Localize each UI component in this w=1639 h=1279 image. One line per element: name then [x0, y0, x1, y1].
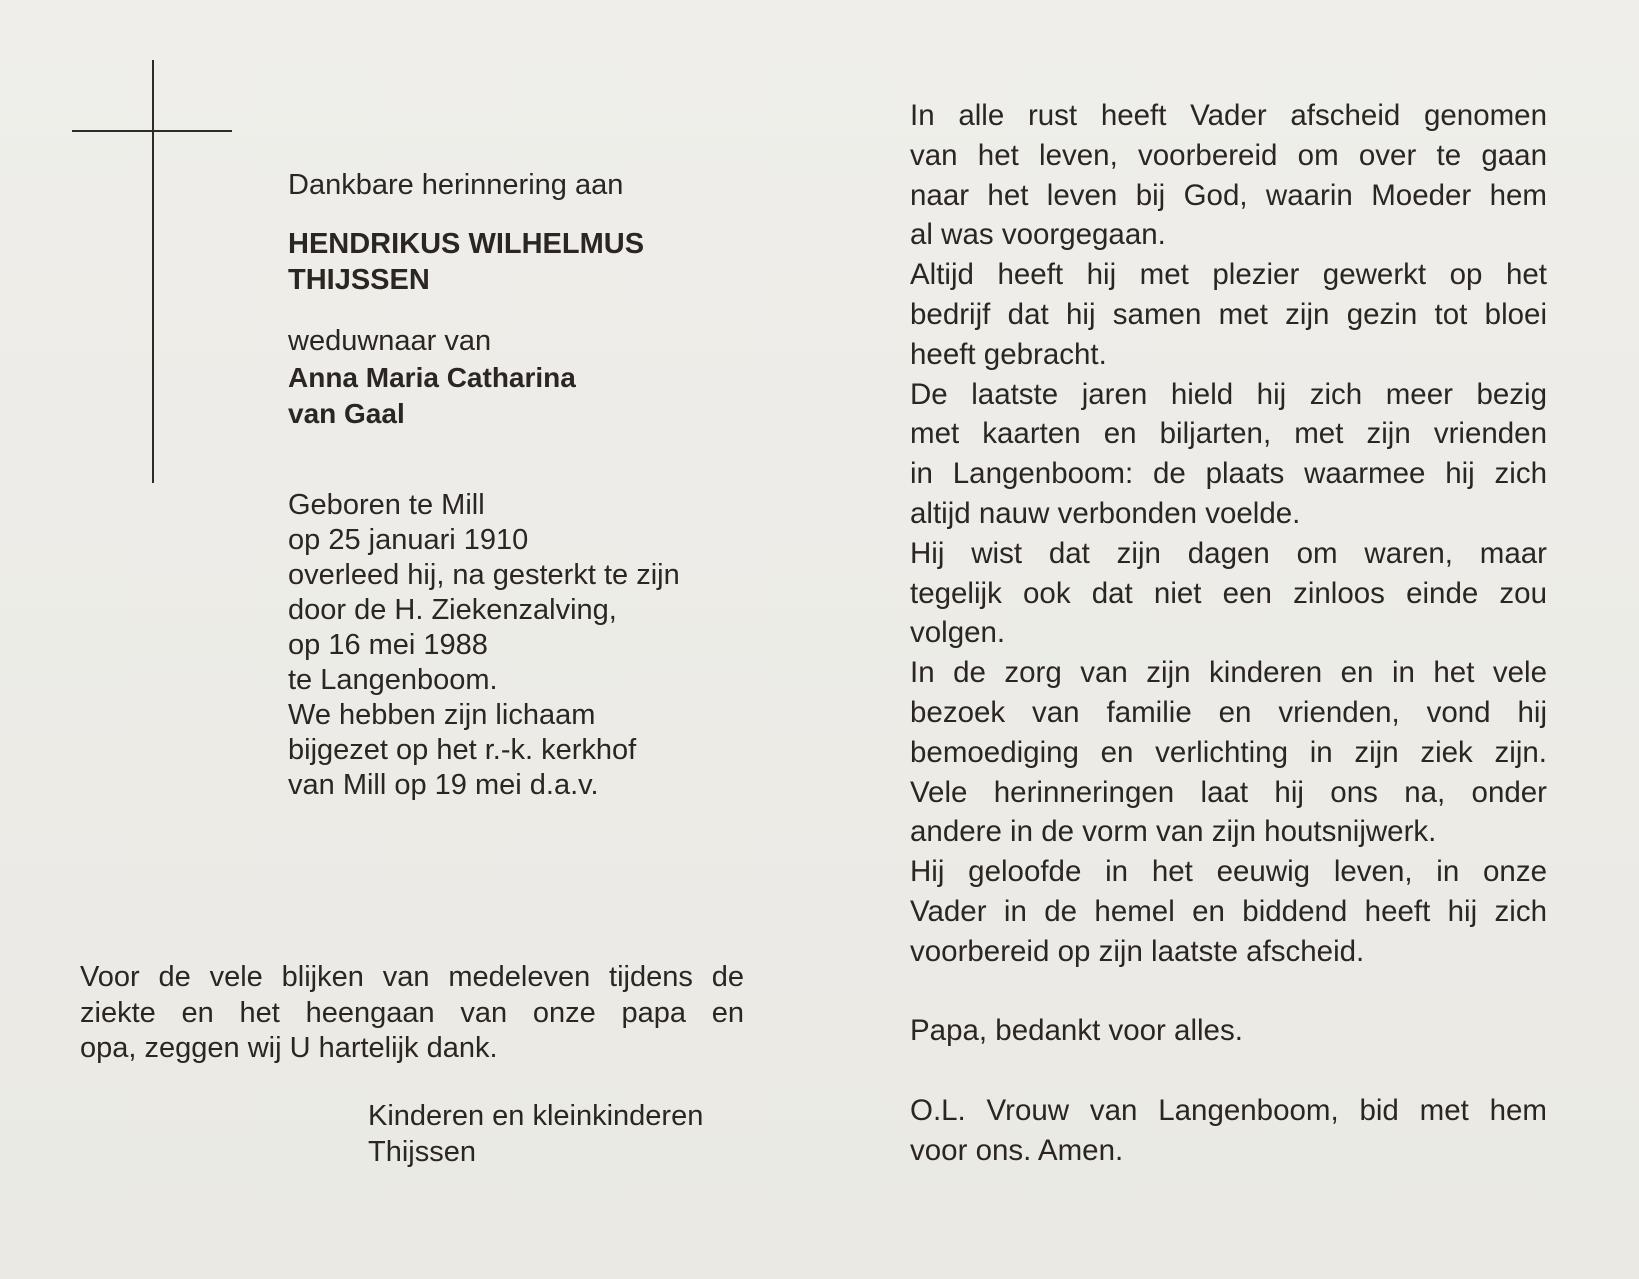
signature-line-2: Thijssen	[368, 1136, 476, 1168]
text-line: Vele herinneringen laat hij ons na, onder	[910, 775, 1547, 809]
cross-horizontal-bar	[72, 130, 232, 132]
text-line: bezoek van familie en vrienden, vond hij	[910, 695, 1547, 729]
life-line: op 16 mei 1988	[288, 629, 488, 661]
closing-line: Papa, bedankt voor alles.	[910, 1014, 1243, 1048]
text-line: Vader in de hemel en biddend heeft hij zich	[910, 894, 1547, 928]
life-line: We hebben zijn lichaam	[288, 699, 596, 731]
life-line: overleed hij, na gesterkt te zijn	[288, 559, 680, 591]
deceased-name-line-2: THIJSSEN	[288, 264, 430, 296]
text-line: heeft gebracht.	[910, 337, 1107, 371]
text-line: In alle rust heeft Vader afscheid genomen	[910, 99, 1547, 132]
widower-of-text: weduwnaar van	[288, 325, 492, 357]
life-line: bijgezet op het r.-k. kerkhof	[288, 734, 637, 766]
spouse-name-line-1: Anna Maria Catharina	[288, 362, 576, 393]
text-line: met kaarten en biljarten, met zijn vrienden	[910, 417, 1547, 451]
text-line: tegelijk ook dat niet een zinloos einde zou	[910, 576, 1547, 610]
text-line: bedrijf dat hij samen met zijn gezin tot bloei	[910, 297, 1547, 331]
text-line: andere in de vorm van zijn houtsnijwerk.	[910, 815, 1437, 849]
thanks-line: Voor de vele blijken van medeleven tijdens de	[80, 961, 744, 993]
spouse-name	[288, 360, 576, 432]
spouse-name-line-2: van Gaal	[288, 398, 405, 429]
prayer-line-1: O.L. Vrouw van Langenboom, bid met hem	[910, 1093, 1547, 1127]
life-line: te Langenboom.	[288, 664, 498, 696]
text-line: bemoediging en verlichting in zijn ziek zijn.	[910, 735, 1547, 769]
text-line: altijd nauw verbonden voelde.	[910, 496, 1301, 530]
life-line: Geboren te Mill	[288, 489, 485, 521]
thanks-line: ziekte en het heengaan van onze papa en	[80, 996, 744, 1029]
right-column-text	[910, 96, 1547, 1171]
text-line: al was voorgegaan.	[910, 218, 1166, 252]
text-line: van het leven, voorbereid om over te gaan	[910, 138, 1547, 172]
blank-line	[910, 972, 1547, 1012]
life-line: van Mill op 19 mei d.a.v.	[288, 769, 599, 801]
deceased-name	[288, 226, 644, 298]
text-line: naar het leven bij God, waarin Moeder hem	[910, 178, 1547, 212]
deceased-name-line-1: HENDRIKUS WILHELMUS	[288, 228, 645, 260]
text-line: Hij geloofde in het eeuwig leven, in onze	[910, 855, 1547, 889]
text-line: Altijd heeft hij met plezier gewerkt op het	[910, 258, 1547, 292]
signature-line-1: Kinderen en kleinkinderen	[368, 1100, 704, 1132]
text-line: In de zorg van zijn kinderen en in het vele	[910, 656, 1547, 690]
text-line: volgen.	[910, 616, 1006, 650]
text-line: voorbereid op zijn laatste afscheid.	[910, 934, 1365, 968]
text-line: De laatste jaren hield hij zich meer bezig	[910, 377, 1547, 411]
intro-text: Dankbare herinnering aan	[288, 169, 624, 201]
prayer-line-2: voor ons. Amen.	[910, 1133, 1124, 1167]
text-line: Hij wist dat zijn dagen om waren, maar	[910, 536, 1547, 570]
thanks-line: opa, zeggen wij U hartelijk dank.	[80, 1032, 498, 1064]
thanks-paragraph	[80, 960, 744, 1067]
text-line: in Langenboom: de plaats waarmee hij zich	[910, 457, 1547, 491]
life-line: op 25 januari 1910	[288, 524, 529, 556]
life-line: door de H. Ziekenzalving,	[288, 594, 617, 626]
cross-vertical-bar	[152, 60, 154, 483]
life-details	[288, 488, 680, 803]
blank-line	[910, 1051, 1547, 1091]
signature	[368, 1098, 703, 1170]
